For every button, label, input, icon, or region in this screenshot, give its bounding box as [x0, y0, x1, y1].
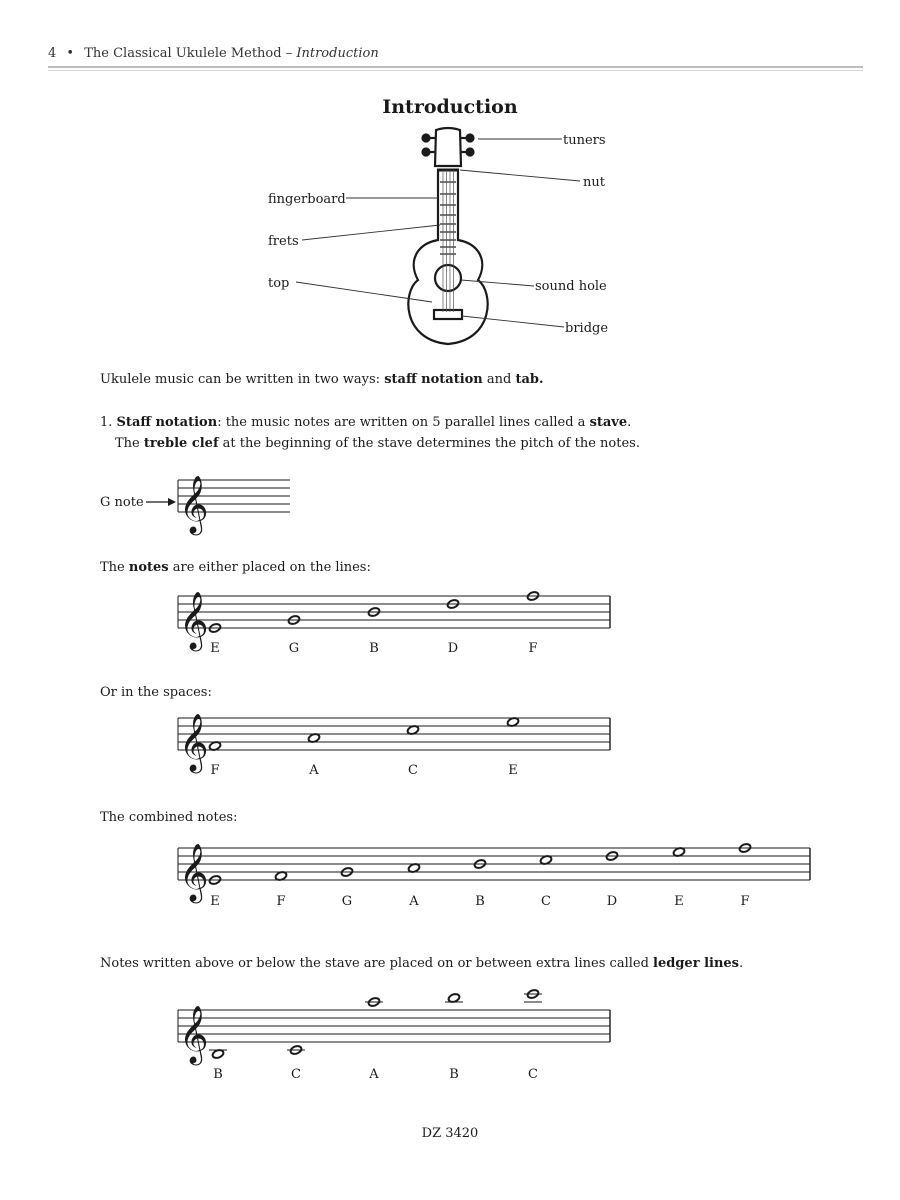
- note-name-label: E: [210, 894, 220, 909]
- note-name-label: E: [210, 641, 220, 656]
- bold-staff-notation: Staff notation: [116, 415, 218, 430]
- treble-clef-icon: 𝄞: [179, 1005, 209, 1063]
- treble-clef-icon: 𝄞: [179, 475, 209, 533]
- note-name-label: B: [449, 1067, 459, 1082]
- list-number: 1.: [100, 415, 117, 430]
- note-name-label: F: [276, 894, 286, 909]
- label-tuners: tuners: [563, 133, 606, 148]
- note-name-label: E: [508, 763, 518, 778]
- note-name-label: G: [341, 894, 353, 909]
- note-name-label: C: [528, 1067, 538, 1082]
- note-name-label: D: [447, 641, 459, 656]
- note-name-label: C: [291, 1067, 301, 1082]
- stave-combined-notes: [178, 843, 810, 909]
- note-name-label: A: [369, 1067, 379, 1082]
- text-segment: The: [100, 560, 129, 575]
- treble-clef-icon: 𝄞: [179, 713, 209, 771]
- label-top: top: [268, 276, 290, 291]
- bold-treble-clef: treble clef: [143, 436, 219, 451]
- arrow-head-icon: [168, 498, 176, 506]
- footer-code: DZ 3420: [421, 1126, 479, 1141]
- bold-stave: stave: [589, 415, 628, 430]
- header-dash: –: [285, 46, 293, 61]
- bold-ledger-lines: ledger lines: [653, 956, 740, 971]
- note-name-label: B: [475, 894, 485, 909]
- bold-staff-notation: staff notation: [384, 372, 483, 387]
- note-name-label: G: [288, 641, 300, 656]
- combined-text: The combined notes:: [100, 810, 238, 825]
- text-segment: : the music notes are written on 5 parallel lines called a: [217, 415, 590, 430]
- note-name-label: F: [528, 641, 538, 656]
- text-segment: Notes written above or below the stave are placed on or between extra lines called: [100, 956, 654, 971]
- stave-notes-on-lines: [178, 591, 610, 656]
- page-title: Introduction: [382, 96, 518, 118]
- label-fingerboard: fingerboard: [268, 192, 346, 207]
- g-note-label: G note: [100, 495, 144, 510]
- note-name-label: A: [409, 894, 419, 909]
- text-segment: The: [115, 436, 144, 451]
- note-name-label: A: [309, 763, 319, 778]
- label-bridge: bridge: [565, 321, 609, 336]
- stave-ledger-notes: [178, 989, 610, 1082]
- text-segment: .: [627, 415, 632, 430]
- note-name-label: F: [740, 894, 750, 909]
- note-name-label: E: [674, 894, 684, 909]
- note-name-label: C: [541, 894, 551, 909]
- bold-notes: notes: [128, 560, 169, 575]
- note-name-label: F: [210, 763, 220, 778]
- text-segment: and: [482, 372, 516, 387]
- text-segment: at the beginning of the stave determines the pitch of the notes.: [218, 436, 640, 451]
- note-name-label: B: [369, 641, 379, 656]
- stave-notes-in-spaces: [178, 713, 610, 778]
- text-segment: .: [739, 956, 744, 971]
- page-number: 4: [48, 46, 57, 61]
- book-title: The Classical Ukulele Method: [84, 46, 282, 61]
- label-sound-hole: sound hole: [535, 279, 607, 294]
- treble-clef-icon: 𝄞: [179, 591, 209, 649]
- treble-clef-icon: 𝄞: [179, 843, 209, 901]
- bold-tab: tab.: [515, 372, 544, 387]
- note-name-label: C: [408, 763, 418, 778]
- text-segment: are either placed on the lines:: [168, 560, 371, 575]
- note-name-label: B: [213, 1067, 223, 1082]
- note-name-label: D: [606, 894, 618, 909]
- header-bullet: •: [66, 46, 75, 61]
- section-name: Introduction: [296, 46, 379, 61]
- text-segment: Ukulele music can be written in two ways:: [100, 372, 385, 387]
- label-nut: nut: [583, 175, 605, 190]
- label-frets: frets: [268, 234, 299, 249]
- stave-g-note: [100, 475, 290, 536]
- spaces-text: Or in the spaces:: [100, 685, 212, 700]
